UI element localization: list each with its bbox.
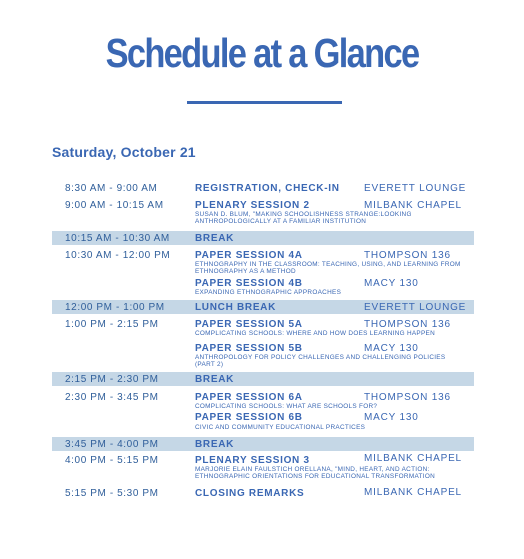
row-event: PAPER SESSION 4A [195, 250, 303, 261]
row-description: MARJORIE ELAIN FAULSTICH ORELLANA, "MIND, HEART, AND ACTION: ETHNOGRAPHIC ORIENTATIONS FOR EDUCATIONAL TRANSFORMATION [195, 466, 436, 480]
schedule-row-break [52, 300, 474, 314]
row-time: 4:00 PM - 5:15 PM [65, 455, 159, 466]
row-description: CIVIC AND COMMUNITY EDUCATIONAL PRACTICES [195, 424, 366, 431]
row-description: COMPLICATING SCHOOLS: WHERE AND HOW DOES LEARNING HAPPEN [195, 330, 436, 337]
row-location: MILBANK CHAPEL [364, 453, 462, 464]
schedule-row [52, 485, 474, 501]
row-time: 9:00 AM - 10:15 AM [65, 200, 164, 211]
row-location: THOMPSON 136 [364, 250, 451, 261]
row-time: 3:45 PM - 4:00 PM [65, 439, 159, 450]
row-event: PAPER SESSION 6B [195, 412, 303, 423]
row-time: 8:30 AM - 9:00 AM [65, 183, 158, 194]
schedule-row [52, 180, 474, 196]
row-location: THOMPSON 136 [364, 392, 451, 403]
row-location: MACY 130 [364, 412, 419, 423]
row-time: 2:30 PM - 3:45 PM [65, 392, 159, 403]
schedule-row [52, 197, 474, 229]
row-event: BREAK [195, 374, 235, 385]
schedule-date: Saturday, October 21 [52, 144, 196, 160]
row-location: MACY 130 [364, 278, 419, 289]
schedule-row [52, 316, 474, 340]
row-description: ETHNOGRAPHY IN THE CLASSROOM: TEACHING, USING, AND LEARNING FROM ETHNOGRAPHY AS A METHOD [195, 261, 461, 275]
row-time: 10:30 AM - 12:00 PM [65, 250, 171, 261]
row-event: BREAK [195, 439, 235, 450]
row-event: BREAK [195, 233, 235, 244]
row-event: LUNCH BREAK [195, 302, 277, 313]
row-event: PLENARY SESSION 2 [195, 200, 310, 211]
row-event: CLOSING REMARKS [195, 488, 305, 499]
schedule-row [52, 275, 474, 299]
row-location: EVERETT LOUNGE [364, 183, 467, 194]
row-description: SUSAN D. BLUM, "MAKING SCHOOLISHNESS STRANGE:LOOKING ANTHROPOLOGICALLY AT A FAMILIAR INSTITUTION [195, 211, 412, 225]
row-description: EXPANDING ETHNOGRAPHIC APPROACHES [195, 289, 342, 296]
row-event: PAPER SESSION 5B [195, 343, 303, 354]
schedule-row [52, 340, 474, 370]
schedule-row [52, 389, 474, 409]
row-time: 12:00 PM - 1:00 PM [65, 302, 165, 313]
row-event: PAPER SESSION 5A [195, 319, 303, 330]
row-event: PLENARY SESSION 3 [195, 455, 310, 466]
row-event: PAPER SESSION 6A [195, 392, 303, 403]
schedule-row-break [52, 372, 474, 386]
schedule-row-break [52, 437, 474, 451]
schedule-row [52, 409, 474, 435]
row-location: MILBANK CHAPEL [364, 200, 462, 211]
row-event: PAPER SESSION 4B [195, 278, 303, 289]
row-event: REGISTRATION, CHECK-IN [195, 183, 340, 194]
row-time: 1:00 PM - 2:15 PM [65, 319, 159, 330]
row-location: THOMPSON 136 [364, 319, 451, 330]
schedule-row [52, 452, 474, 484]
page-title: Schedule at a Glance [105, 30, 419, 76]
row-time: 10:15 AM - 10:30 AM [65, 233, 170, 244]
row-description: COMPLICATING SCHOOLS: WHAT ARE SCHOOLS FOR? [195, 403, 378, 410]
row-time: 2:15 PM - 2:30 PM [65, 374, 159, 385]
row-description: ANTHROPOLOGY FOR POLICY CHALLENGES AND CHALLENGING POLICIES (PART 2) [195, 354, 446, 368]
row-location: EVERETT LOUNGE [364, 302, 467, 313]
row-location: MILBANK CHAPEL [364, 487, 462, 498]
schedule-row-break [52, 231, 474, 245]
row-time: 5:15 PM - 5:30 PM [65, 488, 159, 499]
schedule-row [52, 247, 474, 275]
row-location: MACY 130 [364, 343, 419, 354]
